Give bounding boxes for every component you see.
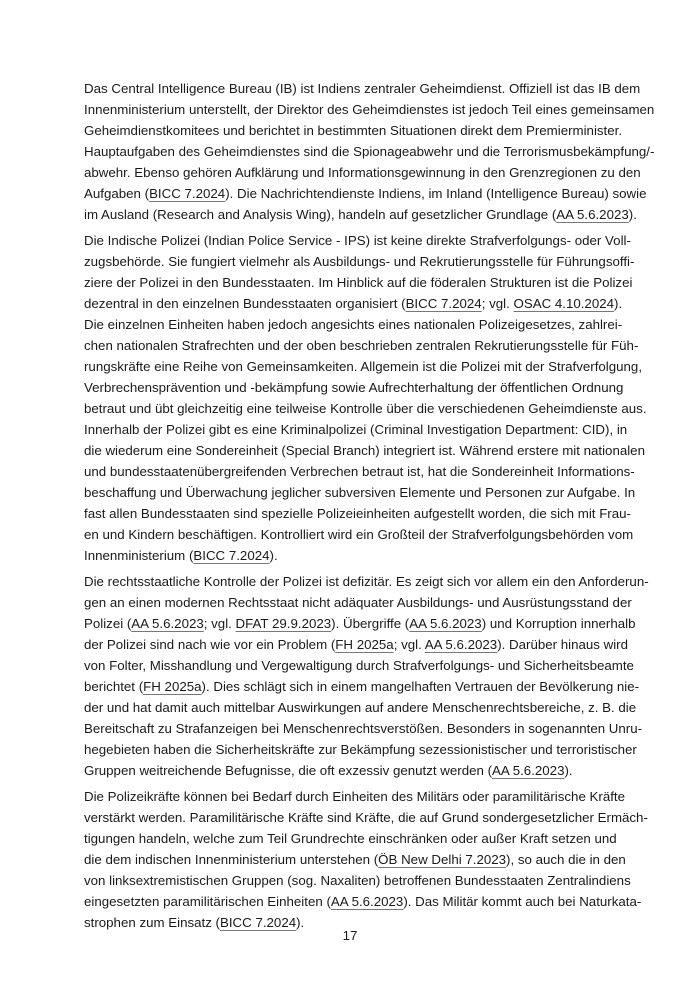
text-segment: Verbrechensprävention und -bekämpfung sowie Aufrechterhaltung der öffentlichen Ordnung <box>84 380 624 395</box>
text-segment: eingesetzten paramilitärischen Einheiten ( <box>84 894 331 909</box>
text-line <box>84 676 640 697</box>
text-line <box>84 503 631 524</box>
text-line <box>84 697 637 718</box>
source-reference-link[interactable]: FH 2025a <box>335 637 394 652</box>
text-segment: Die Indische Polizei (Indian Police Service - IPS) ist keine direkte Strafverfolgungs- oder Voll- <box>84 233 631 248</box>
text-segment: berichtet ( <box>84 679 144 694</box>
text-line <box>84 613 636 634</box>
text-segment: ). <box>296 915 305 930</box>
text-line <box>84 870 631 891</box>
text-segment: ). Die Nachrichtendienste Indiens, im Inland (Intelligence Bureau) sowie <box>225 186 647 201</box>
source-reference-link[interactable]: FH 2025a <box>143 679 202 694</box>
text-line <box>84 786 626 807</box>
source-reference-link[interactable]: BICC 7.2024 <box>405 296 482 311</box>
text-segment: zugsbehörde. Sie fungiert vielmehr als Ausbildungs- und Rekrutierungsstelle für Führungsoffi- <box>84 254 635 269</box>
text-line <box>84 272 633 293</box>
text-line <box>84 99 655 120</box>
text-segment: Innenministerium ( <box>84 548 194 563</box>
text-segment: ; vgl. <box>481 296 514 311</box>
text-line <box>84 571 649 592</box>
text-line <box>84 891 642 912</box>
text-segment: Polizei ( <box>84 616 132 631</box>
paragraph <box>84 571 649 781</box>
source-reference-link[interactable]: AA 5.6.2023 <box>131 616 204 631</box>
text-segment: ). <box>564 763 573 778</box>
paragraph <box>84 786 648 933</box>
text-segment: chen nationalen Strafrechten und der oben beschrieben zentralen Rekrutierungsstelle für Füh- <box>84 338 639 353</box>
text-segment: gen an einen modernen Rechtsstaat nicht adäquater Ausbildungs- und Ausrüstungsstand der <box>84 595 632 610</box>
text-line <box>84 398 647 419</box>
text-segment: Geheimdienstkomitees und berichtet in bestimmten Situationen direkt dem Premierminister. <box>84 123 623 138</box>
text-line <box>84 183 647 204</box>
text-segment: ). Dies schlägt sich in einem mangelhaften Vertrauen der Bevölkerung nie- <box>201 679 640 694</box>
text-segment: dezentral in den einzelnen Bundesstaaten organisiert ( <box>84 296 406 311</box>
text-line <box>84 141 655 162</box>
page-number: 17 <box>342 928 358 943</box>
text-segment: ). <box>614 296 623 311</box>
text-line <box>84 807 648 828</box>
source-reference-link[interactable]: AA 5.6.2023 <box>492 763 565 778</box>
text-segment: Innerhalb der Polizei gibt es eine Kriminalpolizei (Criminal Investigation Department: CID), in <box>84 422 628 437</box>
text-segment: beschaffung und Überwachung jeglicher subversiven Elemente und Personen zur Aufgabe. In <box>84 485 636 500</box>
text-segment: ), so auch die in den <box>506 852 626 867</box>
text-segment: Bereitschaft zu Strafanzeigen bei Menschenrechtsverstößen. Besonders in sogenannten Unru- <box>84 721 643 736</box>
text-segment: Hauptaufgaben des Geheimdienstes sind die Spionageabwehr und die Terrorismusbekämpfung/- <box>84 144 655 159</box>
source-reference-link[interactable]: BICC 7.2024 <box>149 186 226 201</box>
text-line <box>84 356 643 377</box>
text-segment: Die einzelnen Einheiten haben jedoch angesichts eines nationalen Polizeigesetzes, zahlrei- <box>84 317 623 332</box>
text-line <box>84 655 634 676</box>
text-segment: der Polizei sind nach wie vor ein Problem ( <box>84 637 336 652</box>
text-line <box>84 251 635 272</box>
text-segment: verstärkt werden. Paramilitärische Kräfte sind Kräfte, die auf Grund sondergesetzlicher Ermäch- <box>84 810 648 825</box>
text-segment: tigungen handeln, welche zum Teil Grundrechte einschränken oder außer Kraft setzen und <box>84 831 617 846</box>
text-line <box>84 545 616 566</box>
text-line <box>84 718 643 739</box>
text-segment: der und hat damit auch mittelbar Auswirkungen auf andere Menschenrechtsbereiche, z. B. die <box>84 700 637 715</box>
source-reference-link[interactable]: AA 5.6.2023 <box>424 637 498 652</box>
text-segment: Die Polizeikräfte können bei Bedarf durch Einheiten des Militärs oder paramilitärische Kräfte <box>84 789 626 804</box>
paragraph <box>84 78 655 225</box>
text-line <box>84 739 637 760</box>
text-segment: im Ausland (Research and Analysis Wing), handeln auf gesetzlicher Grundlage ( <box>84 207 557 222</box>
text-line <box>84 440 645 461</box>
text-segment: rungskräfte eine Reihe von Gemeinsamkeiten. Allgemein ist die Polizei mit der Strafverfolgung, <box>84 359 643 374</box>
text-line <box>84 592 632 613</box>
text-line <box>84 419 628 440</box>
text-line <box>84 162 641 183</box>
document-body <box>84 78 655 938</box>
text-segment: hegebieten haben die Sicherheitskräfte zur Bekämpfung sezessionistischer und terroristischer <box>84 742 637 757</box>
text-segment: en und Kindern beschäftigen. Kontrolliert wird ein Großteil der Strafverfolgungsbehörden vom <box>84 527 634 542</box>
paragraph <box>84 230 647 566</box>
text-segment: betraut und übt gleichzeitig eine teilweise Kontrolle über die verschiedenen Geheimdienste aus. <box>84 401 647 416</box>
text-segment: ). <box>628 207 637 222</box>
text-segment: die dem indischen Innenministerium unterstehen ( <box>84 852 379 867</box>
text-line <box>84 314 623 335</box>
text-line <box>84 634 629 655</box>
source-reference-link[interactable]: AA 5.6.2023 <box>330 894 404 909</box>
source-reference-link[interactable]: BICC 7.2024 <box>193 548 270 563</box>
text-segment: ; vgl. <box>203 616 236 631</box>
source-reference-link[interactable]: AA 5.6.2023 <box>409 616 482 631</box>
text-segment: die wiederum eine Sondereinheit (Special Branch) integriert ist. Während erstere mit nationalen <box>84 443 645 458</box>
text-segment: ) und Korruption innerhalb <box>481 616 636 631</box>
text-segment: ). <box>269 548 278 563</box>
text-segment: ). Darüber hinaus wird <box>497 637 629 652</box>
text-segment: Innenministerium unterstellt, der Direktor des Geheimdienstes ist jedoch Teil eines gemeinsamen <box>84 102 655 117</box>
text-line <box>84 230 631 251</box>
source-reference-link[interactable]: AA 5.6.2023 <box>556 207 629 222</box>
source-reference-link[interactable]: DFAT 29.9.2023 <box>235 616 332 631</box>
text-line <box>84 335 639 356</box>
text-segment: von linksextremistischen Gruppen (sog. Naxaliten) betroffenen Bundesstaaten Zentralindiens <box>84 873 631 888</box>
text-segment: Das Central Intelligence Bureau (IB) ist Indiens zentraler Geheimdienst. Offiziell ist das IB dem <box>84 81 641 96</box>
text-segment: und bundesstaatenübergreifenden Verbrechen betraut ist, hat die Sondereinheit Informations- <box>84 464 635 479</box>
source-reference-link[interactable]: BICC 7.2024 <box>219 915 297 930</box>
text-line <box>84 78 641 99</box>
text-segment: fast allen Bundesstaaten sind spezielle Polizeieinheiten aufgestellt worden, die sich mit Frau- <box>84 506 631 521</box>
source-reference-link[interactable]: ÖB New Delhi 7.2023 <box>378 852 507 867</box>
text-line <box>84 377 624 398</box>
source-reference-link[interactable]: OSAC 4.10.2024 <box>513 296 615 311</box>
text-line <box>84 120 623 141</box>
text-segment: von Folter, Misshandlung und Vergewaltigung durch Strafverfolgungs- und Sicherheitsbeamte <box>84 658 634 673</box>
text-line <box>84 293 623 314</box>
text-segment: abwehr. Ebenso gehören Aufklärung und Informationsgewinnung in den Grenzregionen zu den <box>84 165 641 180</box>
text-line <box>84 461 635 482</box>
text-line <box>84 204 637 225</box>
text-line <box>84 760 616 781</box>
text-line <box>84 482 636 503</box>
text-segment: ). Übergriffe ( <box>331 616 410 631</box>
text-segment: Die rechtsstaatliche Kontrolle der Polizei ist defizitär. Es zeigt sich vor allem ein den Anforderun- <box>84 574 649 589</box>
text-line <box>84 524 634 545</box>
text-segment: Aufgaben ( <box>84 186 150 201</box>
text-line <box>84 828 616 849</box>
text-segment: ; vgl. <box>393 637 425 652</box>
text-segment: ). Das Militär kommt auch bei Naturkata- <box>403 894 642 909</box>
text-segment: strophen zum Einsatz ( <box>84 915 220 930</box>
text-segment: Gruppen weitreichende Befugnisse, die oft exzessiv genutzt werden ( <box>84 763 493 778</box>
text-line <box>84 849 626 870</box>
text-segment: ziere der Polizei in den Bundesstaaten. Im Hinblick auf die föderalen Strukturen ist die Polizei <box>84 275 633 290</box>
